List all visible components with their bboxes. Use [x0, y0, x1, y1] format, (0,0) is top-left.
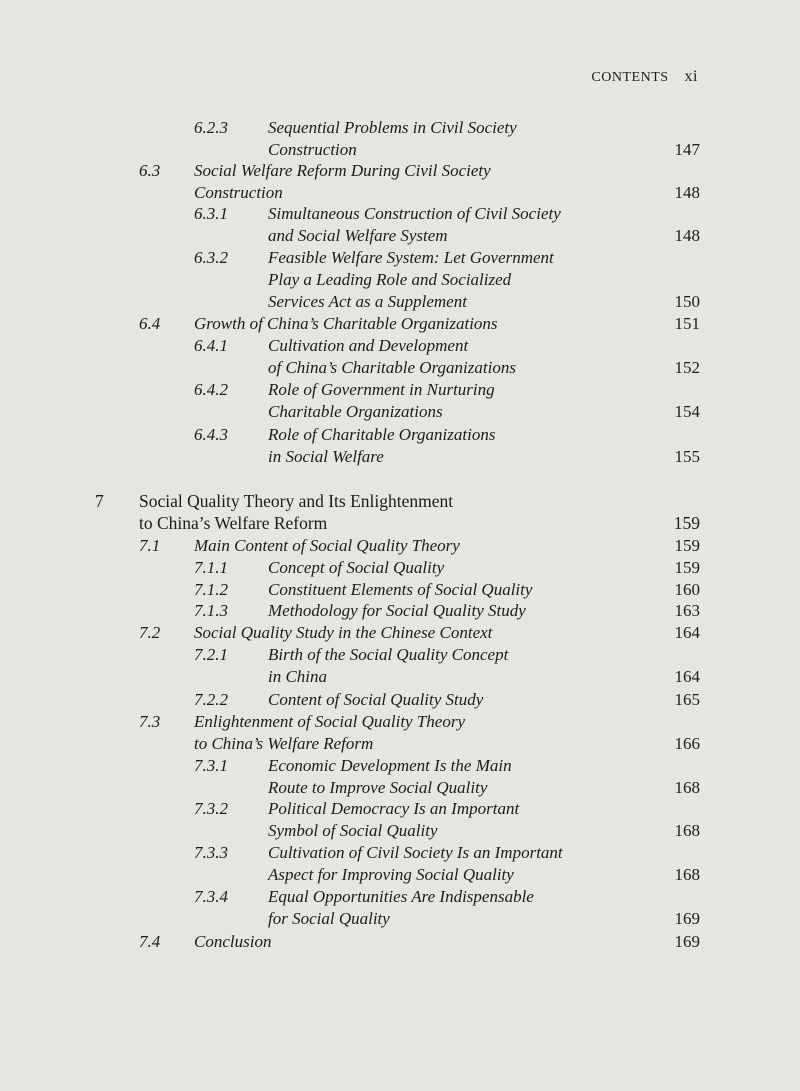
entry-title-line: Cultivation and Development	[268, 336, 469, 355]
entry-title-line: Role of Government in Nurturing	[268, 380, 495, 399]
toc-entry	[0, 842, 800, 886]
entry-title-line: Construction	[268, 140, 357, 159]
entry-title-line: Social Quality Theory and Its Enlightenment	[139, 491, 454, 511]
entry-title-line: Main Content of Social Quality Theory	[194, 536, 460, 555]
entry-page-number: 168	[674, 865, 700, 884]
entry-number: 6.4.3	[194, 425, 228, 444]
entry-number: 6.3.1	[194, 204, 228, 223]
toc-entry	[0, 644, 800, 688]
entry-page-number: 164	[674, 623, 700, 642]
entry-number: 6.3.2	[194, 248, 228, 267]
entry-page-number: 168	[674, 821, 700, 840]
entry-title-line: Growth of China’s Charitable Organizations	[194, 314, 498, 333]
entry-title-line: Role of Charitable Organizations	[268, 425, 496, 444]
toc-entry	[0, 755, 800, 799]
entry-title-line: Constituent Elements of Social Quality	[268, 580, 533, 599]
entry-title-line: and Social Welfare System	[268, 226, 448, 245]
toc-entry	[0, 424, 800, 468]
entry-title-line: Play a Leading Role and Socialized	[268, 270, 512, 289]
toc-entry	[0, 931, 800, 953]
entry-number: 7.3.4	[194, 887, 228, 906]
entry-title-line: Enlightenment of Social Quality Theory	[194, 712, 466, 731]
toc-entry	[0, 313, 800, 335]
entry-title-line: Conclusion	[194, 932, 272, 951]
toc-entry	[0, 622, 800, 644]
entry-title-line: Simultaneous Construction of Civil Society	[268, 204, 561, 223]
entry-page-number: 169	[674, 932, 700, 951]
entry-title-line: Construction	[194, 183, 283, 202]
entry-page-number: 159	[673, 513, 700, 533]
entry-page-number: 151	[674, 314, 700, 333]
toc-entry	[0, 600, 800, 622]
entry-page-number: 160	[674, 580, 700, 599]
toc-entry	[0, 886, 800, 930]
entry-title-line: Concept of Social Quality	[268, 558, 445, 577]
entry-number: 7.3	[139, 712, 161, 731]
entry-page-number: 164	[674, 667, 700, 686]
entry-number: 6.4.2	[194, 380, 228, 399]
entry-title-line: Equal Opportunities Are Indispensable	[268, 887, 534, 906]
entry-page-number: 155	[674, 447, 700, 466]
entry-page-number: 163	[674, 601, 700, 620]
entry-number: 7.1	[139, 536, 161, 555]
entry-page-number: 154	[674, 402, 700, 421]
toc-entry	[0, 579, 800, 601]
entry-page-number: 152	[674, 358, 700, 377]
entry-title-line: Social Welfare Reform During Civil Society	[194, 161, 491, 180]
entry-page-number: 148	[674, 226, 700, 245]
entry-title-line: for Social Quality	[268, 909, 390, 928]
running-header	[591, 68, 698, 86]
entry-number: 7.3.2	[194, 799, 228, 818]
entry-title-line: to China’s Welfare Reform	[194, 734, 374, 753]
entry-page-number: 159	[674, 558, 700, 577]
entry-page-number: 159	[674, 536, 700, 555]
entry-title-line: of China’s Charitable Organizations	[268, 358, 516, 377]
toc-entry	[0, 711, 800, 755]
entry-page-number: 169	[674, 909, 700, 928]
entry-number: 7.1.2	[194, 580, 228, 599]
toc-entry	[0, 203, 800, 247]
entry-page-number: 148	[674, 183, 700, 202]
entry-number: 6.3	[139, 161, 161, 180]
entry-title-line: to China’s Welfare Reform	[139, 513, 328, 533]
entry-title-line: Symbol of Social Quality	[268, 821, 438, 840]
toc-entry	[0, 117, 800, 161]
entry-number: 6.4	[139, 314, 161, 333]
entry-title-line: Feasible Welfare System: Let Government	[268, 248, 554, 267]
running-head-title: CONTENTS	[591, 70, 669, 85]
toc-entry	[0, 247, 800, 313]
entry-page-number: 147	[674, 140, 700, 159]
entry-title-line: Economic Development Is the Main	[268, 756, 512, 775]
entry-title-line: Birth of the Social Quality Concept	[268, 645, 509, 664]
chapter-entry	[0, 490, 800, 534]
entry-number: 7	[95, 491, 104, 511]
toc-entry	[0, 335, 800, 379]
entry-page-number: 150	[674, 292, 700, 311]
entry-title-line: Social Quality Study in the Chinese Context	[194, 623, 493, 642]
entry-title-line: Political Democracy Is an Important	[268, 799, 520, 818]
entry-title-line: Methodology for Social Quality Study	[268, 601, 526, 620]
entry-number: 7.2	[139, 623, 161, 642]
entry-number: 7.2.1	[194, 645, 228, 664]
entry-title-line: Content of Social Quality Study	[268, 690, 484, 709]
entry-number: 7.4	[139, 932, 161, 951]
entry-number: 7.3.1	[194, 756, 228, 775]
entry-number: 7.1.1	[194, 558, 228, 577]
entry-title-line: Services Act as a Supplement	[268, 292, 467, 311]
page-number: xi	[684, 68, 698, 85]
entry-title-line: in Social Welfare	[268, 447, 384, 466]
toc-entry	[0, 557, 800, 579]
entry-number: 7.3.3	[194, 843, 228, 862]
entry-page-number: 168	[674, 778, 700, 797]
toc-entry	[0, 379, 800, 423]
entry-page-number: 165	[674, 690, 700, 709]
entry-title-line: Cultivation of Civil Society Is an Important	[268, 843, 563, 862]
toc-entry	[0, 798, 800, 842]
entry-number: 6.4.1	[194, 336, 228, 355]
entry-number: 6.2.3	[194, 118, 228, 137]
entry-title-line: Aspect for Improving Social Quality	[268, 865, 514, 884]
toc-entry	[0, 689, 800, 711]
entry-number: 7.2.2	[194, 690, 228, 709]
toc-entry	[0, 160, 800, 204]
toc-entry	[0, 535, 800, 557]
entry-title-line: in China	[268, 667, 328, 686]
entry-title-line: Sequential Problems in Civil Society	[268, 118, 517, 137]
entry-number: 7.1.3	[194, 601, 228, 620]
entry-title-line: Route to Improve Social Quality	[268, 778, 488, 797]
entry-title-line: Charitable Organizations	[268, 402, 443, 421]
entry-page-number: 166	[674, 734, 700, 753]
